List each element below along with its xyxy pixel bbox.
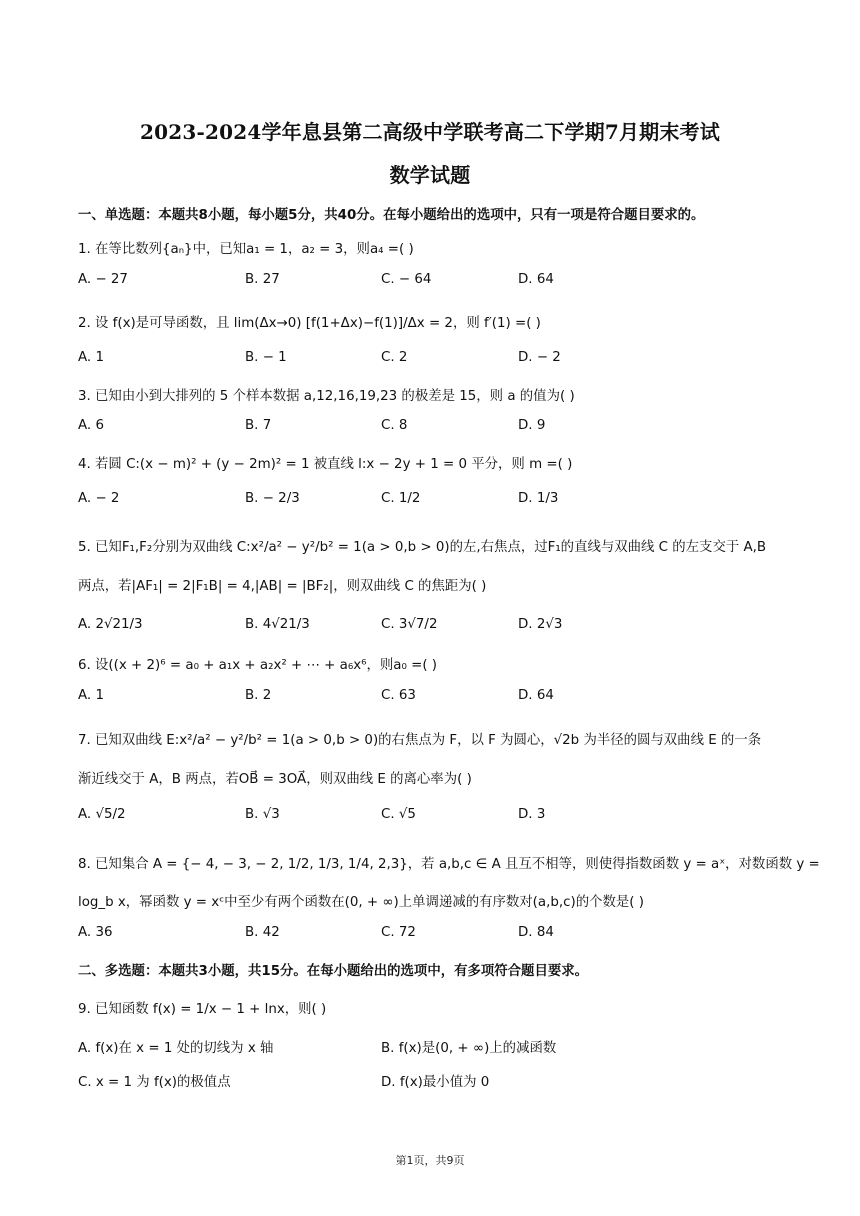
question-7-stem: 7. 已知双曲线 E:x²/a² − y²/b² = 1(a > 0,b > 0)的右焦点为 F，以 F 为圆心，√2b 为半径的圆与双曲线 E 的一条 [78,733,762,748]
question-6-option-b: B. 2 [245,688,272,703]
question-2-option-c: C. 2 [381,350,408,365]
question-9-option-b: B. f(x)是(0, + ∞)上的减函数 [381,1041,557,1056]
exam-title: 2023-2024学年息县第二高级中学联考高二下学期7月期末考试 [140,120,720,144]
question-6-option-d: D. 64 [518,688,554,703]
question-2-option-a: A. 1 [78,350,104,365]
question-7-stem-continued: 渐近线交于 A，B 两点，若OB⃗ = 3OA⃗，则双曲线 E 的离心率为( ) [78,772,472,787]
question-4-option-c: C. 1/2 [381,491,421,506]
question-4-stem: 4. 若圆 C:(x − m)² + (y − 2m)² = 1 被直线 l:x − 2y + 1 = 0 平分，则 m =( ) [78,457,573,472]
question-5-option-c: C. 3√7/2 [381,617,438,632]
question-1-option-d: D. 64 [518,272,554,287]
question-9-stem: 9. 已知函数 f(x) = 1/x − 1 + lnx，则( ) [78,1002,327,1017]
question-7-option-a: A. √5/2 [78,807,126,822]
question-9-option-c: C. x = 1 为 f(x)的极值点 [78,1075,231,1090]
question-1-option-b: B. 27 [245,272,280,287]
question-2-option-d: D. − 2 [518,350,561,365]
question-4-option-a: A. − 2 [78,491,120,506]
question-5-stem-continued: 两点，若|AF₁| = 2|F₁B| = 4,|AB| = |BF₂|，则双曲线 C 的焦距为( ) [78,579,487,594]
question-3-option-a: A. 6 [78,418,104,433]
question-1-option-c: C. − 64 [381,272,432,287]
question-7-option-c: C. √5 [381,807,416,822]
question-5-option-d: D. 2√3 [518,617,563,632]
exam-subtitle: 数学试题 [389,163,471,187]
question-6-stem: 6. 设((x + 2)⁶ = a₀ + a₁x + a₂x² + ⋯ + a₆x⁶，则a₀ =( ) [78,658,438,673]
question-1-option-a: A. − 27 [78,272,128,287]
question-3-option-d: D. 9 [518,418,546,433]
question-8-option-c: C. 72 [381,925,416,940]
section-2-heading: 二、多选题：本题共3小题，共15分。在每小题给出的选项中，有多项符合题目要求。 [78,964,589,979]
question-4-option-d: D. 1/3 [518,491,559,506]
question-7-option-b: B. √3 [245,807,280,822]
question-9-option-a: A. f(x)在 x = 1 处的切线为 x 轴 [78,1041,274,1056]
question-8-stem-continued: log_b x，幂函数 y = xᶜ中至少有两个函数在(0, + ∞)上单调递减的有序数对(a,b,c)的个数是( ) [78,895,644,910]
question-8-option-b: B. 42 [245,925,280,940]
question-2-option-b: B. − 1 [245,350,287,365]
question-7-option-d: D. 3 [518,807,546,822]
question-9-option-d: D. f(x)最小值为 0 [381,1075,490,1090]
page-footer: 第1页，共9页 [395,1154,465,1167]
question-5-option-b: B. 4√21/3 [245,617,310,632]
question-8-option-a: A. 36 [78,925,113,940]
question-4-option-b: B. − 2/3 [245,491,300,506]
question-2-stem: 2. 设 f(x)是可导函数，且 lim(Δx→0) [f(1+Δx)−f(1)]/Δx = 2，则 f′(1) =( ) [78,316,541,331]
question-5-stem: 5. 已知F₁,F₂分别为双曲线 C:x²/a² − y²/b² = 1(a > 0,b > 0)的左,右焦点，过F₁的直线与双曲线 C 的左支交于 A,B [78,540,767,555]
question-5-option-a: A. 2√21/3 [78,617,143,632]
question-6-option-c: C. 63 [381,688,416,703]
question-6-option-a: A. 1 [78,688,104,703]
question-3-option-b: B. 7 [245,418,272,433]
question-1-stem: 1. 在等比数列{aₙ}中，已知a₁ = 1，a₂ = 3，则a₄ =( ) [78,242,414,257]
section-1-heading: 一、单选题：本题共8小题，每小题5分，共40分。在每小题给出的选项中，只有一项是符合题目要求的。 [78,208,705,223]
question-8-option-d: D. 84 [518,925,554,940]
question-8-stem: 8. 已知集合 A = {− 4, − 3, − 2, 1/2, 1/3, 1/4, 2,3}，若 a,b,c ∈ A 且互不相等，则使得指数函数 y = aˣ，对数函数 y = [78,857,820,872]
question-3-stem: 3. 已知由小到大排列的 5 个样本数据 a,12,16,19,23 的极差是 15，则 a 的值为( ) [78,389,575,404]
question-3-option-c: C. 8 [381,418,408,433]
